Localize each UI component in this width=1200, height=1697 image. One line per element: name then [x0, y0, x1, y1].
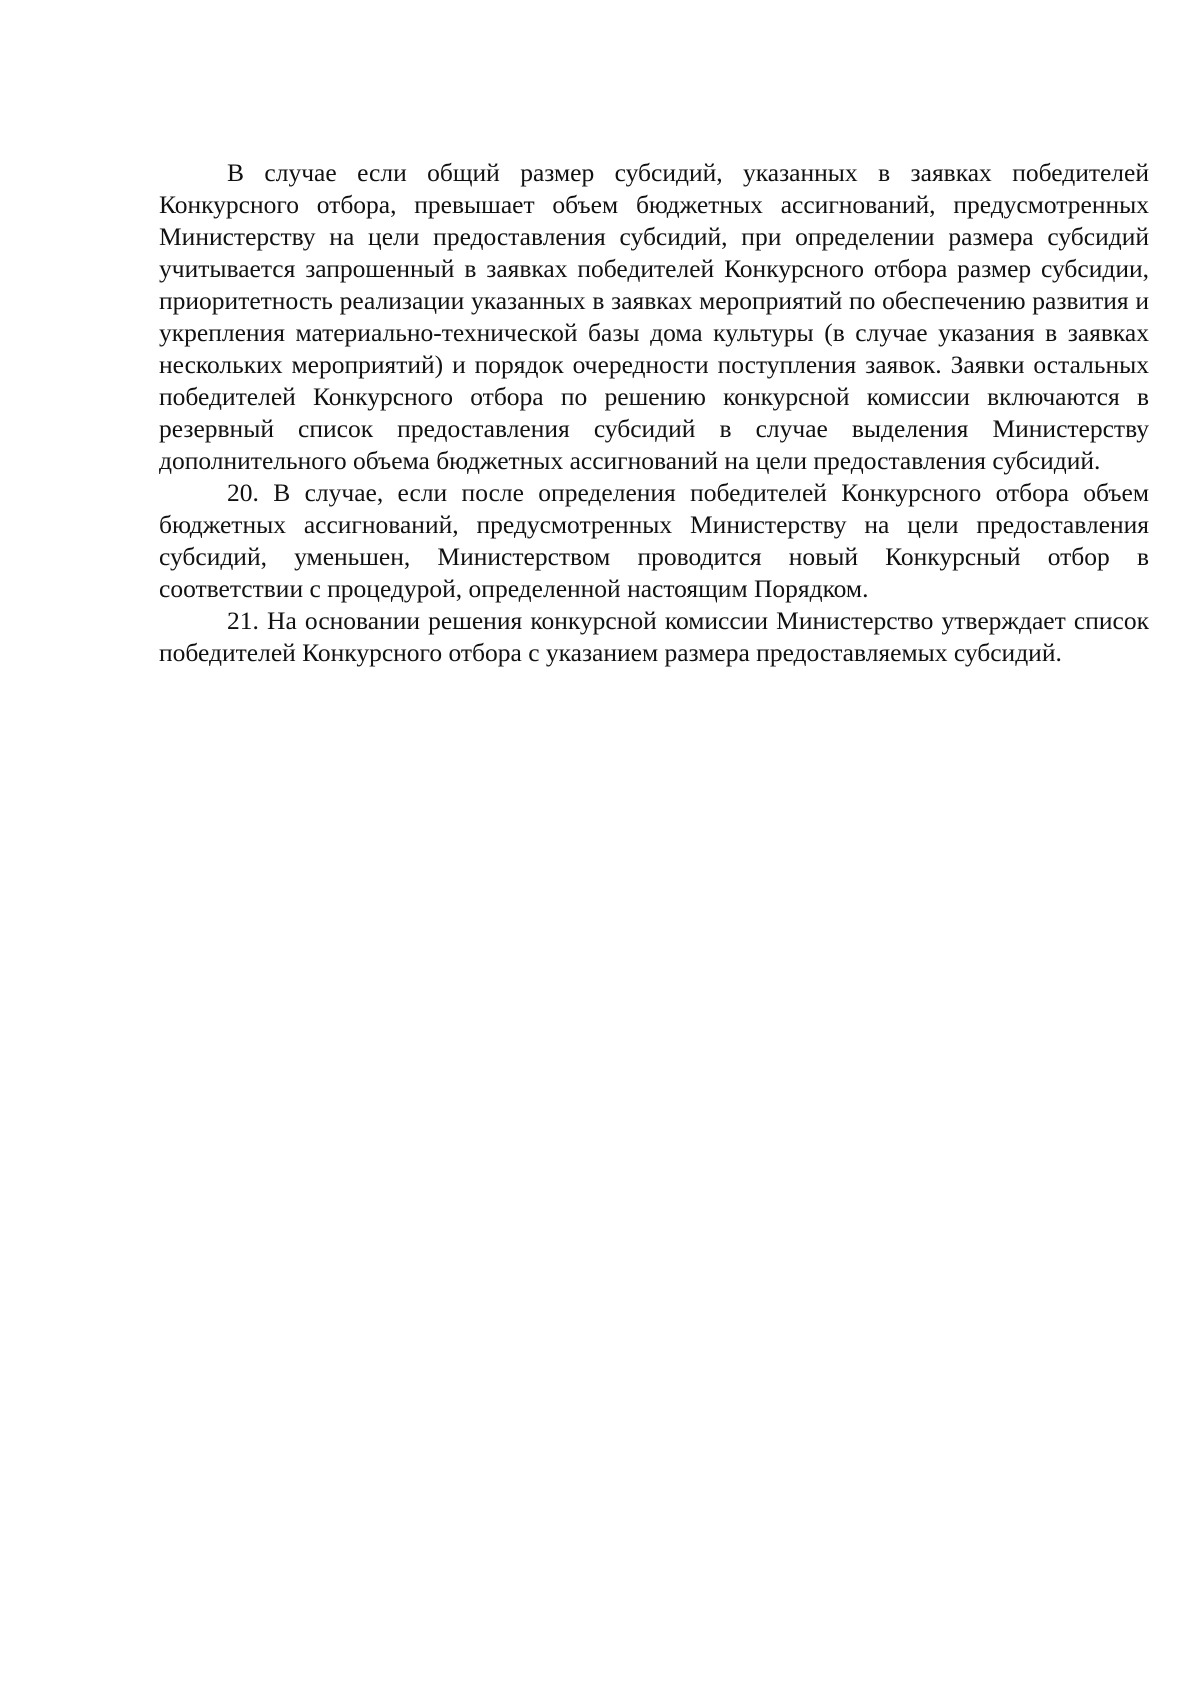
- document-body: [159, 157, 1149, 669]
- paragraph-subsidy-allocation: В случае если общий размер субсидий, указанных в заявках победителей Конкурсного отбора, превышает объем бюджетных ассигнований, предусмотренных Министерству на цели предоставления субсидий, при определении размера субсидий учитывается запрошенный в заявках победителей Конкурсного отбора размер субсидии, приоритетность реализации указанных в заявках мероприятий по обеспечению развития и укрепления материально-технической базы дома культуры (в случае указания в заявках нескольких мероприятий) и порядок очередности поступления заявок. Заявки остальных победителей Конкурсного отбора по решению конкурсной комиссии включаются в резервный список предоставления субсидий в случае выделения Министерству дополнительного объема бюджетных ассигнований на цели предоставления субсидий.: [159, 158, 1149, 475]
- paragraph-item-21: 21. На основании решения конкурсной комиссии Министерство утверждает список победителей Конкурсного отбора с указанием размера предоставляемых субсидий.: [159, 606, 1149, 667]
- paragraph-item-20: 20. В случае, если после определения победителей Конкурсного отбора объем бюджетных ассигнований, предусмотренных Министерству на цели предоставления субсидий, уменьшен, Министерством проводится новый Конкурсный отбор в соответствии с процедурой, определенной настоящим Порядком.: [159, 478, 1149, 603]
